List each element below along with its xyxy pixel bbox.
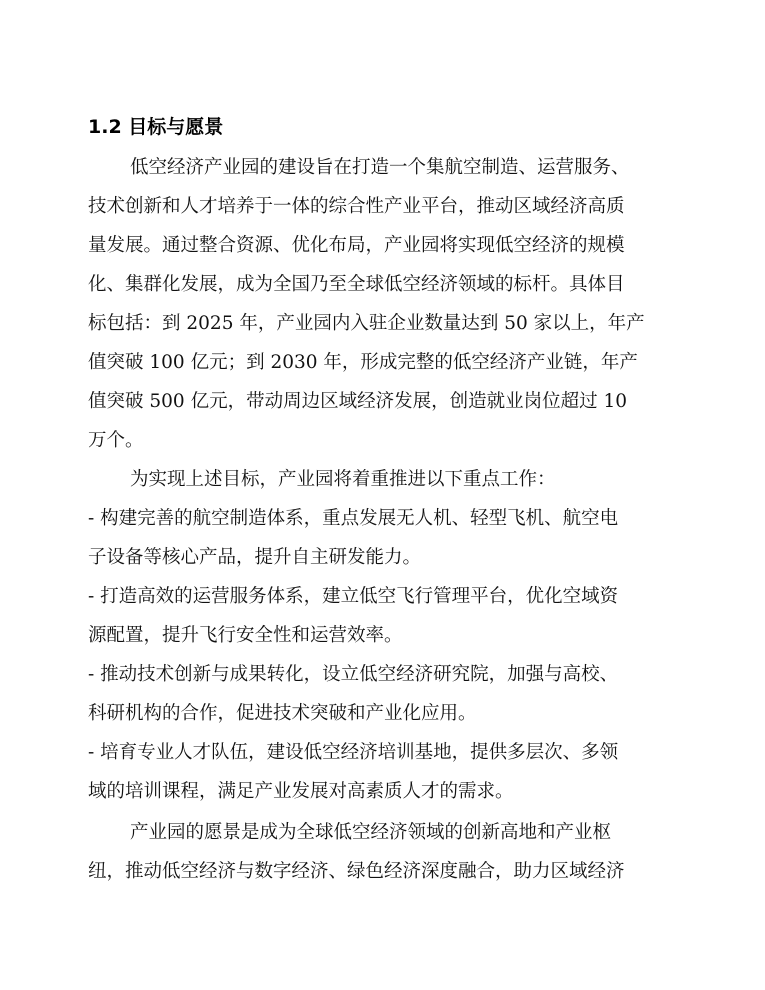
paragraph-line: 低空经济产业园的建设旨在打造一个集航空制造、运营服务、 [130, 157, 630, 178]
list-item-line: 源配置，提升飞行安全性和运营效率。 [88, 625, 403, 646]
list-item-line: - 推动技术创新与成果转化，设立低空经济研究院，加强与高校、 [88, 664, 619, 685]
list-item-line: 域的培训课程，满足产业发展对高素质人才的需求。 [88, 781, 514, 802]
paragraph-line: 值突破 500 亿元，带动周边区域经济发展，创造就业岗位超过 10 [88, 391, 627, 412]
list-item-line: 子设备等核心产品，提升自主研发能力。 [88, 547, 422, 568]
paragraph-line: 纽，推动低空经济与数字经济、绿色经济深度融合，助力区域经济 [88, 861, 625, 882]
section-heading: 1.2 目标与愿景 [88, 116, 224, 138]
paragraph-line: 万个。 [88, 430, 144, 451]
paragraph-line: 量发展。通过整合资源、优化布局，产业园将实现低空经济的规模 [88, 235, 625, 256]
paragraph-line: 标包括：到 2025 年，产业园内入驻企业数量达到 50 家以上，年产 [88, 313, 645, 334]
paragraph-line: 为实现上述目标，产业园将着重推进以下重点工作： [130, 469, 556, 490]
list-item-line: 科研机构的合作，促进技术突破和产业化应用。 [88, 703, 477, 724]
paragraph-line: 值突破 100 亿元；到 2030 年，形成完整的低空经济产业链，年产 [88, 352, 638, 373]
paragraph-line: 化、集群化发展，成为全国乃至全球低空经济领域的标杆。具体目 [88, 274, 625, 295]
list-item-line: - 构建完善的航空制造体系，重点发展无人机、轻型飞机、航空电 [88, 508, 619, 529]
list-item-line: - 培育专业人才队伍，建设低空经济培训基地，提供多层次、多领 [88, 742, 619, 763]
paragraph-line: 产业园的愿景是成为全球低空经济领域的创新高地和产业枢 [130, 822, 612, 843]
list-item-line: - 打造高效的运营服务体系，建立低空飞行管理平台，优化空域资 [88, 586, 619, 607]
paragraph-line: 技术创新和人才培养于一体的综合性产业平台，推动区域经济高质 [88, 196, 625, 217]
